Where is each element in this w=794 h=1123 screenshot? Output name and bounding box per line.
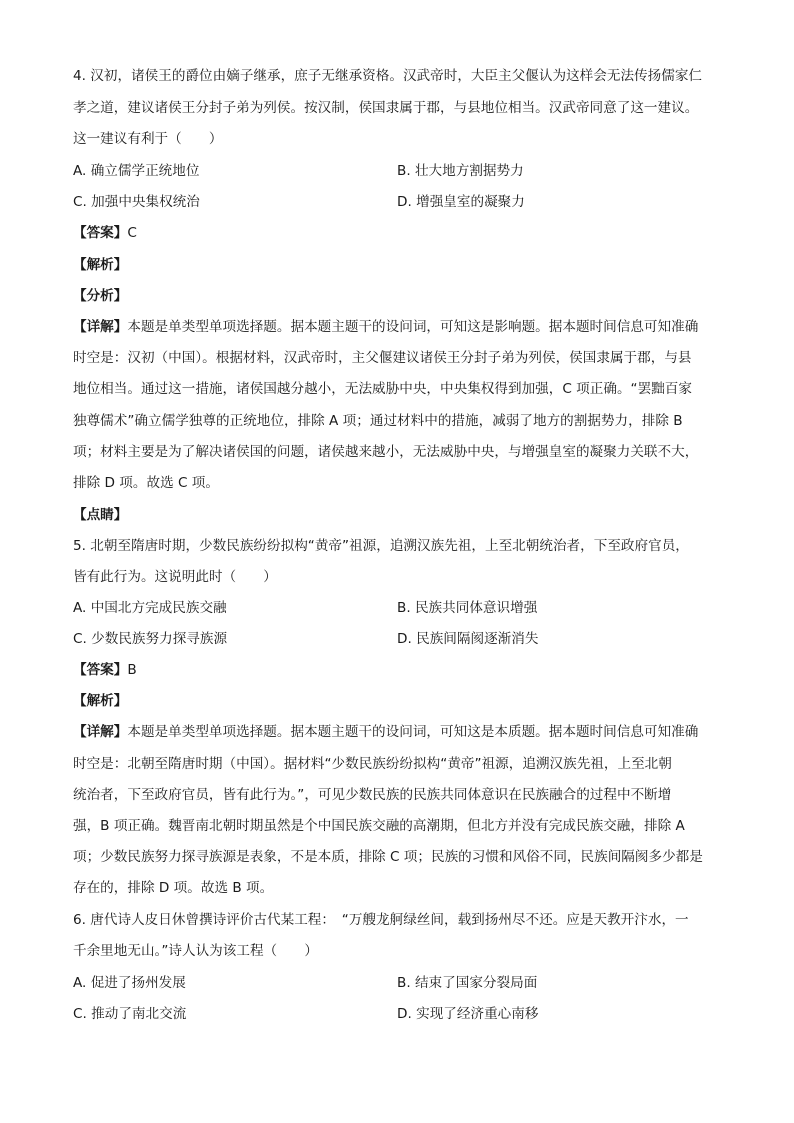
q4-detail-text-1: 本题是单类型单项选择题。据本题主题干的设问词，可知这是影响题。据本题时间信息可知准确 (127, 319, 699, 335)
q5-option-c: C. 少数民族努力探寻族源 (73, 631, 228, 647)
q4-option-d: D. 增强皇室的凝聚力 (397, 194, 525, 210)
q4-option-c: C. 加强中央集权统治 (73, 194, 200, 210)
q4-option-a: A. 确立儒学正统地位 (73, 163, 200, 179)
q5-detail-line-1 (73, 722, 698, 742)
q4-detail-line-5: 项；材料主要是为了解决诸侯国的问题，诸侯越来越小，无法威胁中央，与增强皇室的凝聚力关联不大， (73, 444, 699, 460)
q4-stem-line-3: 这一建议有利于（ ） (73, 131, 223, 147)
q4-analysis-heading (73, 255, 127, 275)
q5-answer-row (73, 660, 137, 680)
q5-option-b: B. 民族共同体意识增强 (397, 600, 538, 616)
q6-option-a: A. 促进了扬州发展 (73, 975, 186, 991)
q5-stem-line-1: 5. 北朝至隋唐时期，少数民族纷纷拟构“黄帝”祖源，追溯汉族先祖，上至北朝统治者，下至政府官员， (73, 538, 689, 554)
q5-analysis-heading (73, 691, 127, 711)
q4-detail-line-6: 排除 D 项。故选 C 项。 (73, 475, 219, 491)
dianjing-tag: 【点睛】 (73, 507, 128, 523)
analysis-tag: 【解析】 (73, 693, 128, 709)
q5-detail-line-3: 统治者，下至政府官员，皆有此行为。”，可见少数民族的民族共同体意识在民族融合的过程中不断增 (73, 787, 672, 803)
q6-option-c: C. 推动了南北交流 (73, 1006, 187, 1022)
answer-tag: 【答案】 (73, 662, 128, 678)
q5-stem-line-2: 皆有此行为。这说明此时（ ） (73, 569, 277, 585)
q4-dianjing-heading (73, 505, 127, 525)
q4-stem-line-1: 4. 汉初，诸侯王的爵位由嫡子继承，庶子无继承资格。汉武帝时，大臣主父偃认为这样会无法传扬儒家仁 (73, 68, 703, 84)
fenxi-tag: 【分析】 (73, 288, 128, 304)
q5-detail-line-5: 项；少数民族努力探寻族源是表象，不是本质，排除 C 项；民族的习惯和风俗不同，民族间隔阂多少都是 (73, 849, 703, 865)
q5-detail-line-4: 强，B 项正确。魏晋南北朝时期虽然是个中国民族交融的高潮期，但北方并没有完成民族交融，排除 A (73, 818, 685, 834)
q4-option-b: B. 壮大地方割据势力 (397, 163, 524, 179)
analysis-tag: 【解析】 (73, 257, 128, 273)
q5-option-a: A. 中国北方完成民族交融 (73, 600, 227, 616)
q5-option-d: D. 民族间隔阂逐渐消失 (397, 631, 539, 647)
q4-stem-line-2: 孝之道，建议诸侯王分封子弟为列侯。按汉制，侯国隶属于郡，与县地位相当。汉武帝同意了这一建议。 (73, 100, 699, 116)
q5-answer-value: B (127, 662, 137, 678)
answer-tag: 【答案】 (73, 225, 128, 241)
detail-tag: 【详解】 (73, 319, 128, 335)
q6-option-b: B. 结束了国家分裂局面 (397, 975, 538, 991)
q4-fenxi-heading (73, 286, 127, 306)
q4-detail-line-3: 地位相当。通过这一措施，诸侯国越分越小，无法威胁中央，中央集权得到加强，C 项正确。“罢黜百家 (73, 381, 692, 397)
q4-detail-line-2: 时空是：汉初（中国）。根据材料，汉武帝时，主父偃建议诸侯王分封子弟为列侯，侯国隶属于郡，与县 (73, 350, 692, 366)
q5-detail-text-1: 本题是单类型单项选择题。据本题主题干的设问词，可知这是本质题。据本题时间信息可知准确 (127, 724, 699, 740)
q6-stem-line-2: 千余里地无山。”诗人认为该工程（ ） (73, 943, 318, 959)
q6-option-d: D. 实现了经济重心南移 (397, 1006, 539, 1022)
detail-tag: 【详解】 (73, 724, 128, 740)
q4-detail-line-1 (73, 317, 698, 337)
q4-answer-value: C (127, 225, 137, 241)
q4-answer-row (73, 223, 137, 243)
q6-stem-line-1: 6. 唐代诗人皮日休曾撰诗评价古代某工程： “万艘龙舸绿丝间，载到扬州尽不还。应是天教开汴水，一 (73, 912, 689, 928)
q5-detail-line-2: 时空是：北朝至隋唐时期（中国）。据材料“少数民族纷纷拟构“黄帝”祖源，追溯汉族先祖，上至北朝 (73, 756, 672, 772)
q5-detail-line-6: 存在的，排除 D 项。故选 B 项。 (73, 880, 274, 896)
q4-detail-line-4: 独尊儒术”确立儒学独尊的正统地位，排除 A 项；通过材料中的措施，减弱了地方的割据势力，排除 B (73, 413, 683, 429)
